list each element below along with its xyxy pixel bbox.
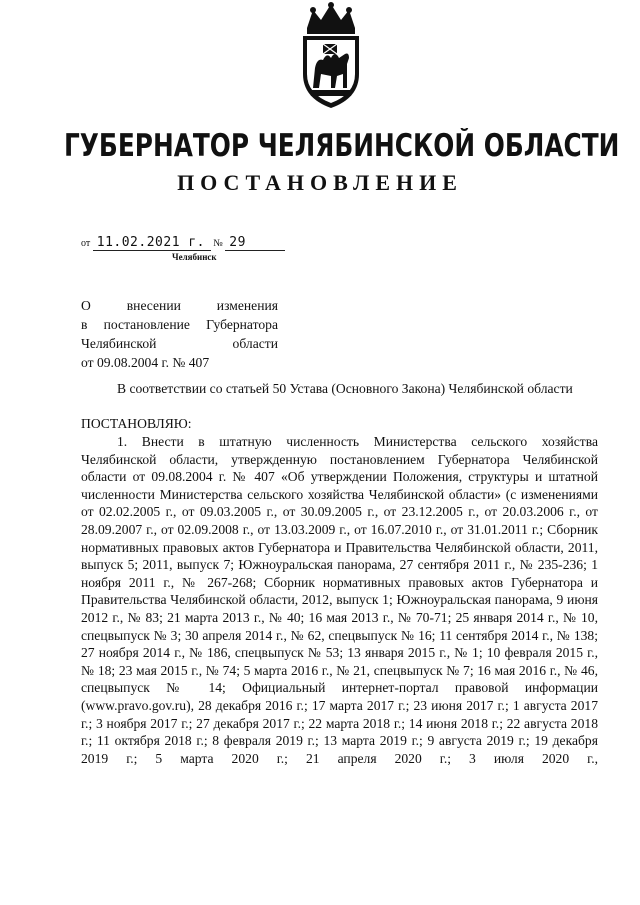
date-number-line: [81, 235, 285, 251]
chelyabinsk-coat-of-arms-emblem: [293, 2, 369, 110]
governor-title: ГУБЕРНАТОР ЧЕЛЯБИНСКОЙ ОБЛАСТИ: [64, 128, 620, 164]
document-date: 11.02.2021 г.: [93, 235, 211, 251]
from-label: от: [81, 238, 91, 249]
number-label: №: [213, 238, 223, 249]
document-number: 29: [225, 235, 285, 251]
item-1-paragraph: [81, 433, 598, 767]
decree-word: ПОСТАНОВЛЯЮ:: [81, 416, 192, 431]
intro-paragraph: [81, 380, 598, 398]
subject-line: О внесении изменения: [81, 298, 278, 313]
intro-text: В соответствии со статьей 50 Устава (Основного Закона) Челябинской области: [117, 381, 573, 396]
subject-line: Челябинской области: [81, 336, 278, 351]
item-1-text: 1. Внести в штатную численность Министерства сельского хозяйства Челябинской области, утвержденную постановлением Губернатора Челябинской области от 09.08.2004 г. № 407 «Об утверждении Положения, структуры и штатной численности Министерства сельского хозяйства Челябинской области» (с изменениями от 02.02.2005 г., от 09.03.2005 г., от 30.09.2005 г., от 23.12.2005 г., от 20.03.2006 г., от 28.09.2007 г., от 02.09.2008 г., от 13.03.2009 г., от 16.07.2010 г., от 31.01.2011 г.; Сборник нормативных правовых актов Губернатора и Правительства Челябинской области, 2011, выпуск 5; 2011, выпуск 7; Южноуральская панорама, 27 сентября 2011 г., № 235-236; 1 ноября 2011 г., № 267-268; Сборник нормативных правовых актов Губернатора и Правительства Челябинской области, 2012, выпуск 1; Южноуральская панорама, 9 июня 2012 г., № 83; 21 марта 2013 г., № 40; 16 мая 2013 г., № 70-71; 25 января 2014 г., № 10, спецвыпуск № 3; 30 апреля 2014 г., № 62, спецвыпуск № 16; 11 сентября 2014 г., № 138; 27 ноября 2014 г., № 186, спецвыпуск № 53; 13 января 2015 г., № 1; 10 февраля 2015 г., № 18; 23 мая 2015 г., № 74; 5 марта 2016 г., № 21, спецвыпуск № 7; 16 мая 2016 г., № 46, спецвыпуск № 14; Официальный интернет-портал правовой информации (www.pravo.gov.ru), 28 декабря 2016 г.; 17 марта 2017 г.; 23 июня 2017 г.; 1 августа 2017 г.; 3 ноября 2017 г.; 27 декабря 2017 г.; 22 марта 2018 г.; 14 июня 2018 г.; 22 августа 2018 г.; 11 октября 2018 г.; 8 февраля 2019 г.; 13 марта 2019 г.; 9 августа 2019 г.; 19 декабря 2019 г.; 5 марта 2020 г.; 21 апреля 2020 г.; 3 июля 2020 г.,: [81, 434, 598, 766]
subject-line: от 09.08.2004 г. № 407: [81, 355, 210, 370]
document-subject: [81, 296, 278, 372]
city-label: Челябинск: [172, 252, 217, 262]
document-type-heading: ПОСТАНОВЛЕНИЕ: [177, 170, 463, 195]
subject-line: в постановление Губернатора: [81, 317, 278, 332]
